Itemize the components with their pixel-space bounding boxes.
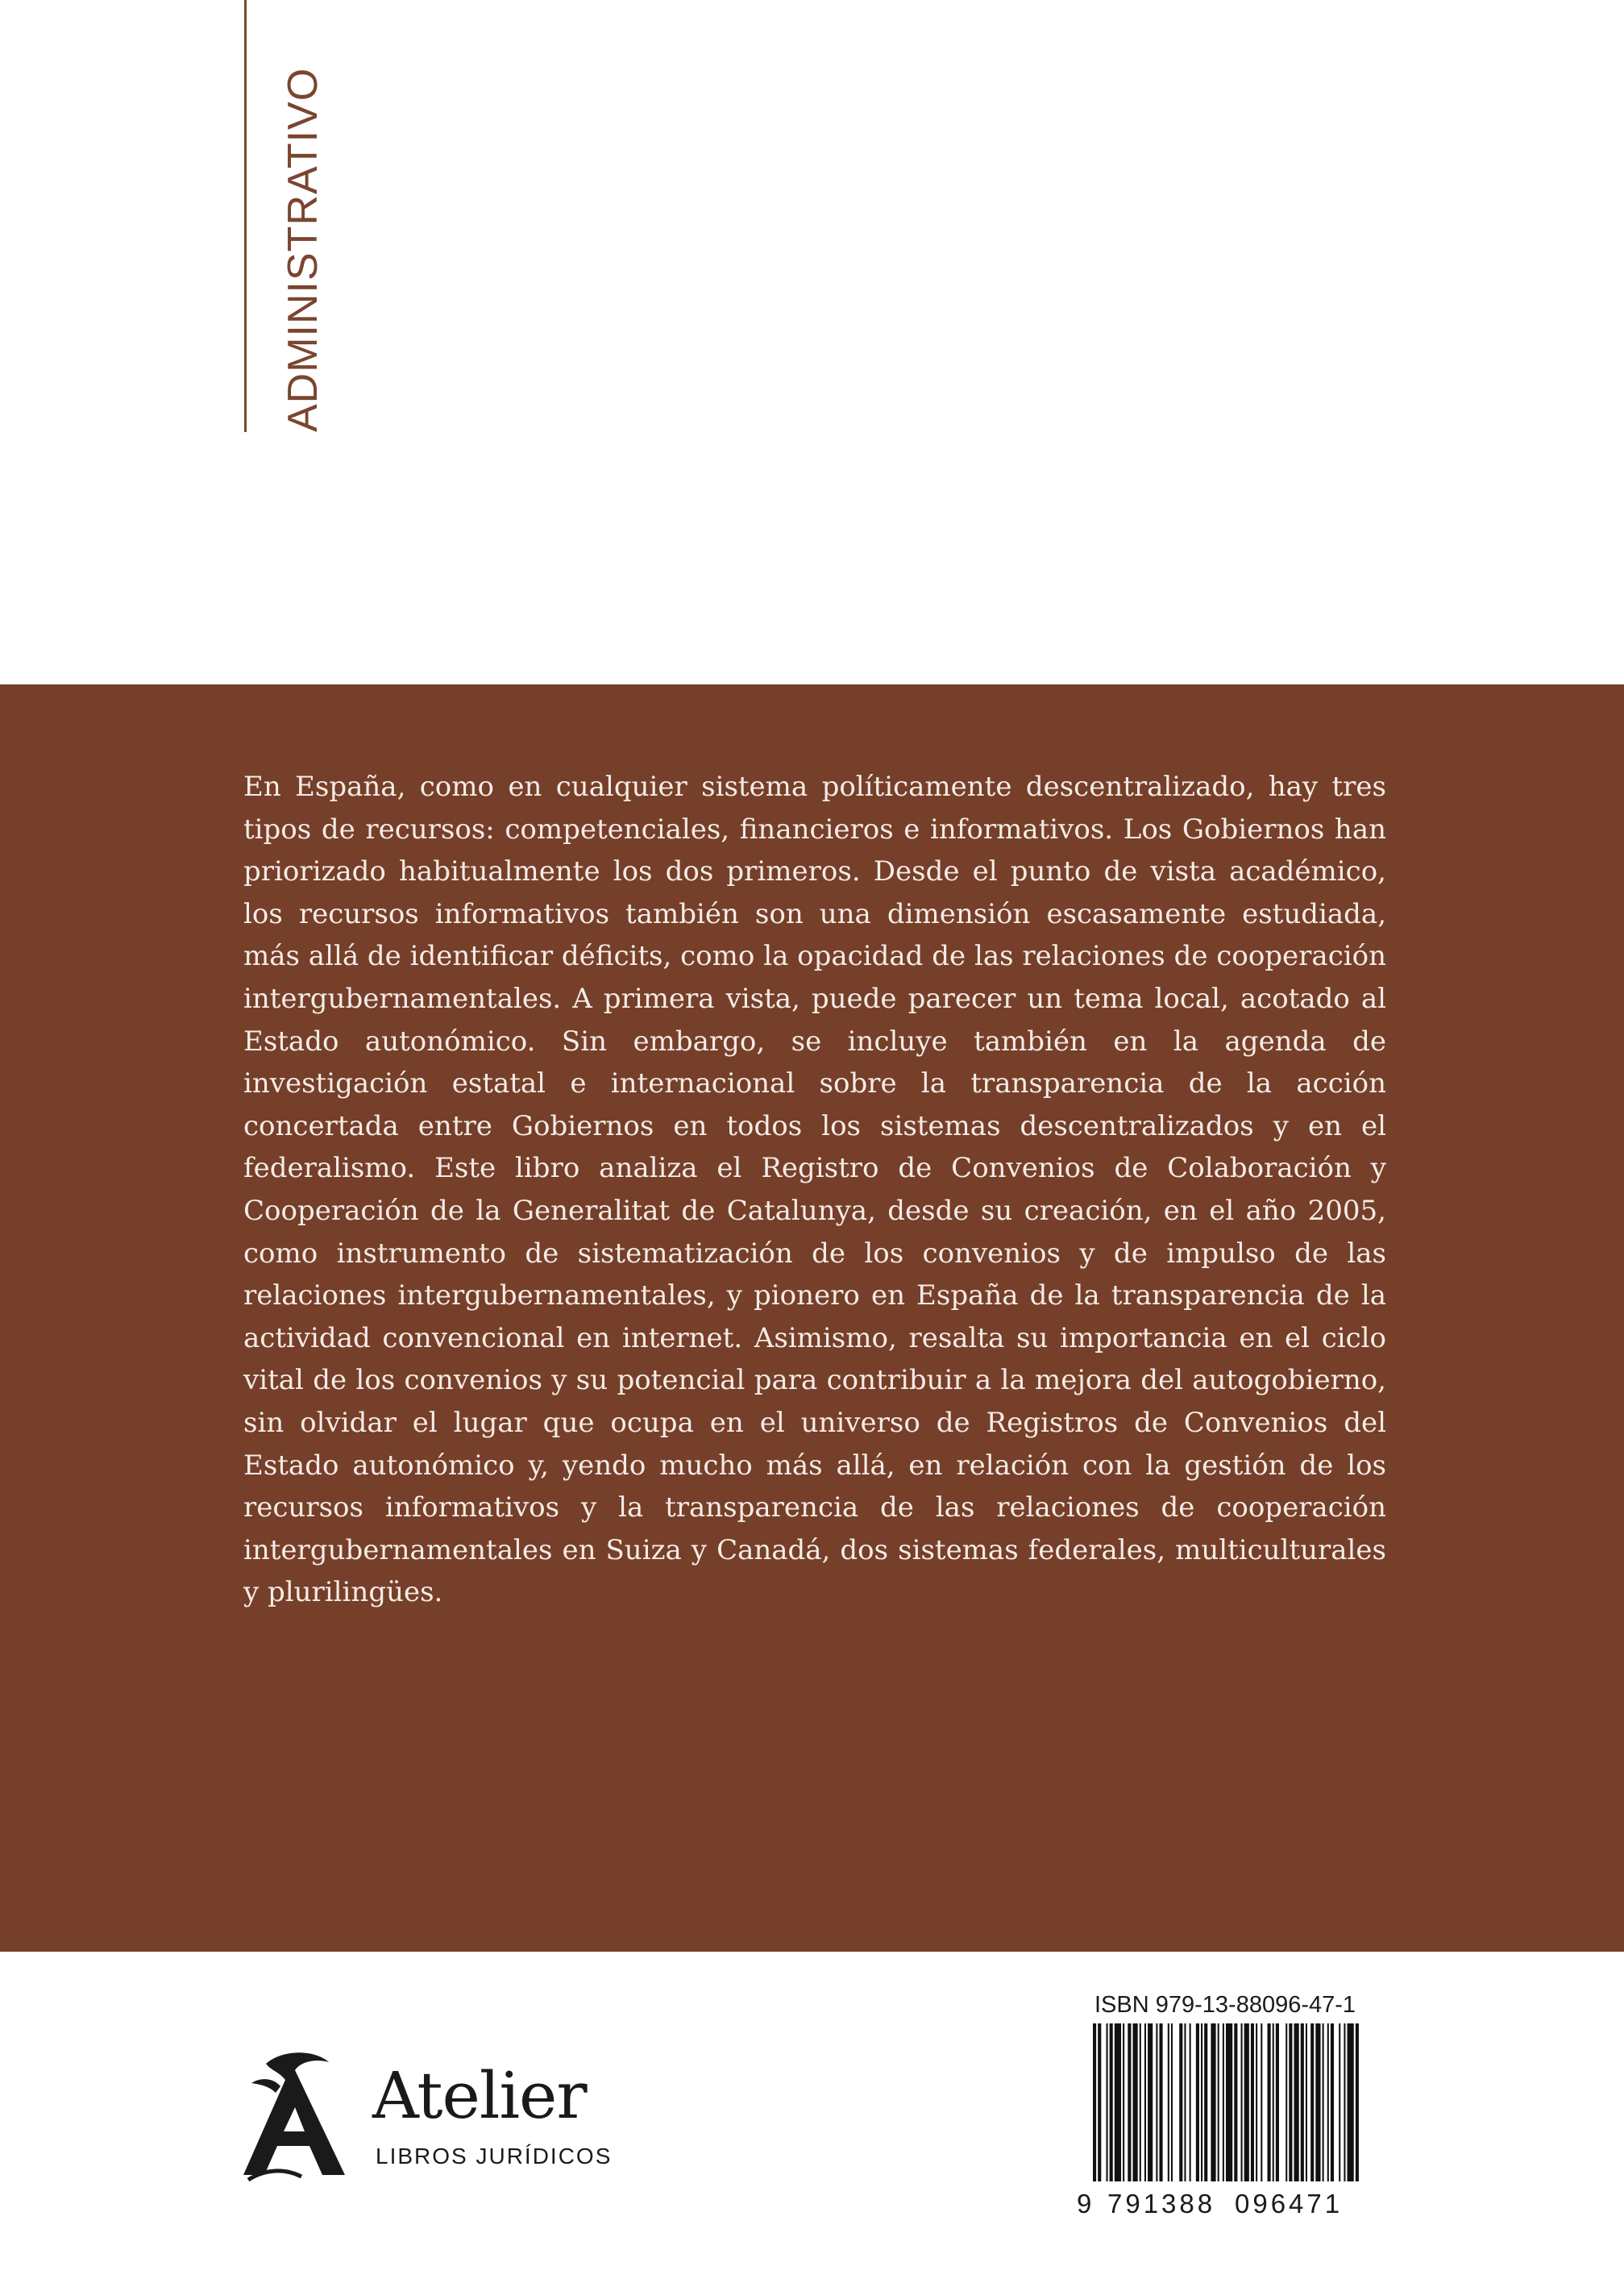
barcode-bar [1348, 2023, 1354, 2181]
barcode-bar [1323, 2023, 1324, 2181]
barcode-bar [1310, 2023, 1314, 2181]
barcode-bar [1251, 2023, 1254, 2181]
barcode-bar [1356, 2023, 1359, 2181]
barcode-bar [1144, 2023, 1146, 2181]
barcode-bar [1201, 2023, 1202, 2181]
barcode-bar [1261, 2023, 1262, 2181]
barcode-bar [1196, 2023, 1199, 2181]
barcode-bar [1140, 2023, 1141, 2181]
barcode-bar [1132, 2023, 1137, 2181]
barcode-bar [1276, 2023, 1279, 2181]
barcode-bar [1115, 2023, 1121, 2181]
atelier-a-logo-icon [234, 2048, 355, 2185]
barcode-bar [1241, 2023, 1243, 2181]
barcode-digits-right: 096471 [1235, 2189, 1344, 2219]
barcode-bar [1244, 2023, 1249, 2181]
barcode-bar [1344, 2023, 1345, 2181]
barcode-bar [1159, 2023, 1162, 2181]
publisher-name: Atelier [372, 2058, 587, 2133]
barcode-bar [1184, 2023, 1186, 2181]
blurb-text: En España, como en cualquier sistema políticamente descentralizado, hay tres tipos de recursos: competenciales, financieros e informativos. Los Gobiernos han priorizado habitualmente los dos primeros. Desde el punto de vista académico, los recursos informativos también son una dimensión escasamente estudiada, más allá de identificar déficits, como la opacidad de las relaciones de cooperación intergubernamentales. A primera vista, puede parecer un tema local, acotado al Estado autonómico. Sin embargo, se incluye también en la agenda de investigación estatal e internacional sobre la transparencia de la acción concertada entre Gobiernos en todos los sistemas descentralizados y en el federalismo. Este libro analiza el Registro de Convenios de Colaboración y Cooperación de la Generalitat de Catalunya, desde su creación, en el año 2005, como instrumento de sistematización de los convenios y de impulso de las relaciones intergubernamentales, y pionero en España de la transparencia de la actividad convencional en internet. Asimismo, resalta su importancia en el ciclo vital de los convenios y su potencial para contribuir a la mejora del autogobierno, sin olvidar el lugar que ocupa en el universo de Registros de Convenios del Estado autonómico y, yendo mucho más allá, en relación con la gestión de los recursos informativos y la transparencia de las relaciones de cooperación intergubernamentales en Suiza y Canadá, dos sistemas federales, multiculturales y plurilingües. [243, 771, 1386, 1609]
barcode-digits-left: 791388 [1107, 2189, 1216, 2219]
barcode-bar [1110, 2023, 1113, 2181]
barcode-bar [1148, 2023, 1153, 2181]
barcode-bar [1107, 2023, 1108, 2181]
barcode-bar [1179, 2023, 1182, 2181]
spine-rule [244, 0, 247, 432]
category-label: ADMINISTRATIVO [280, 67, 326, 432]
barcode-bar [1128, 2023, 1131, 2181]
barcode-digit-lead: 9 [1077, 2189, 1095, 2219]
isbn-label: ISBN 979-13-88096-47-1 [1094, 1992, 1356, 2018]
barcode-bar [1234, 2023, 1237, 2181]
barcode-bar [1285, 2023, 1287, 2181]
barcode-bar [1327, 2023, 1329, 2181]
barcode-bar [1211, 2023, 1215, 2181]
barcode-bar [1268, 2023, 1271, 2181]
barcode-bar [1223, 2023, 1224, 2181]
barcode-bar [1204, 2023, 1207, 2181]
barcode-bar [1156, 2023, 1157, 2181]
barcode-bar [1168, 2023, 1169, 2181]
barcode-bar [1190, 2023, 1191, 2181]
barcode-bar [1294, 2023, 1299, 2181]
publisher-subtitle: LIBROS JURÍDICOS [376, 2144, 613, 2169]
barcode-bar [1301, 2023, 1304, 2181]
barcode-bar [1306, 2023, 1307, 2181]
barcode-bar [1273, 2023, 1274, 2181]
barcode-bar [1339, 2023, 1340, 2181]
barcode-bar [1123, 2023, 1124, 2181]
barcode-bar [1331, 2023, 1334, 2181]
barcode-bar [1226, 2023, 1232, 2181]
isbn-barcode [1093, 2023, 1360, 2181]
barcode-bar [1098, 2023, 1101, 2181]
barcode-bar [1289, 2023, 1292, 2181]
barcode-bar [1093, 2023, 1096, 2181]
barcode-bar [1256, 2023, 1257, 2181]
barcode-bar [1218, 2023, 1219, 2181]
barcode-bar [1315, 2023, 1320, 2181]
barcode-bar [1171, 2023, 1173, 2181]
